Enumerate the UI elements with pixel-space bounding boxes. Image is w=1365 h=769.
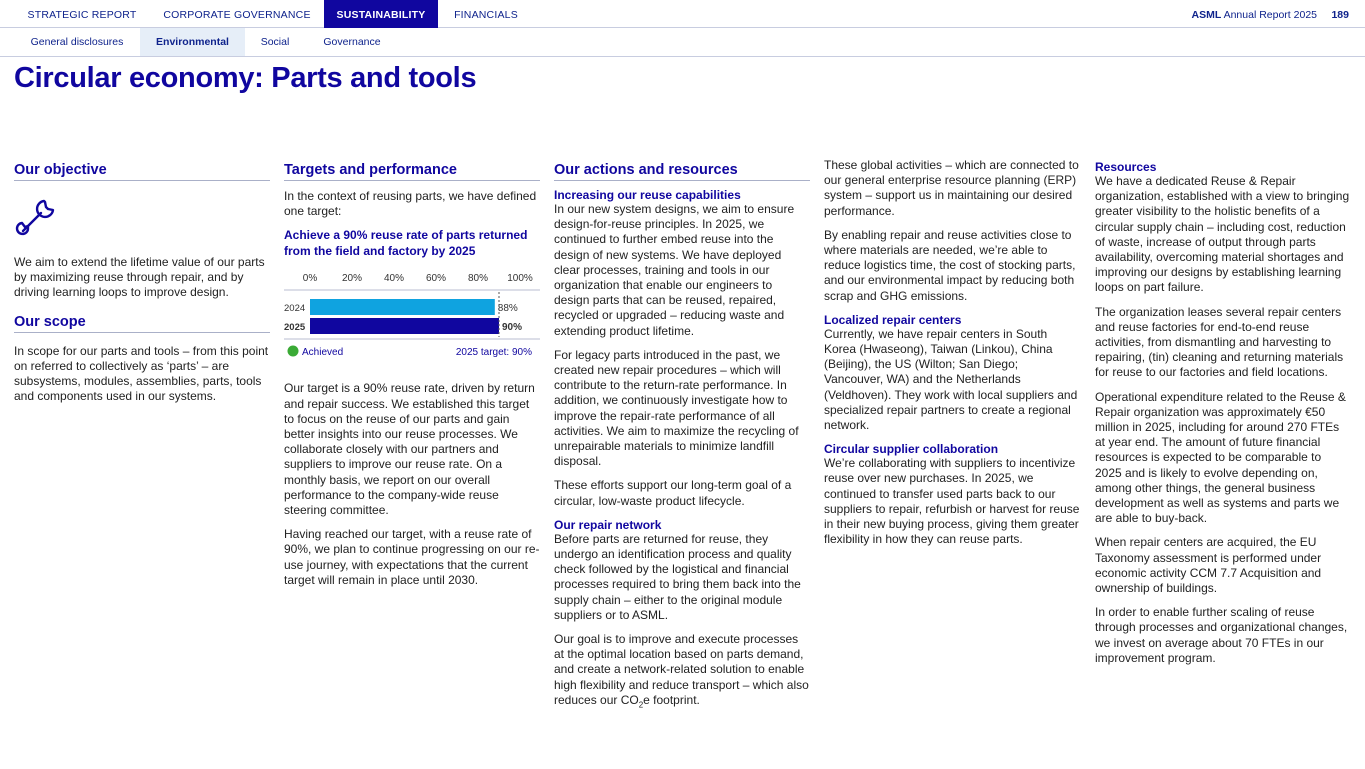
category-label: 2025 [284,322,306,334]
supplier-collaboration-heading: Circular supplier collaboration [824,442,999,457]
actions-paragraph-4: Before parts are returned for reuse, they undergo an identification process and quality check followed by the logistical and financial processes required to bring them back into the supply chain – either to the original module suppliers or to ASML. [554,531,801,622]
tab-sustainability[interactable]: SUSTAINABILITY [324,0,438,28]
achieved-label: Achieved [302,347,344,359]
column-repair-centers [824,158,1080,556]
objective-heading: Our objective [14,158,270,181]
network-paragraph-1: These global activities – which are connected to our general enterprise resource planning (ERP) system – support us in maintaining our desired performance. [824,158,1079,218]
report-title [1192,0,1318,31]
x-tick-label: 100% [507,273,533,285]
reuse-rate-chart-svg [284,269,540,367]
report-name: Annual Report 2025 [1223,9,1317,21]
reuse-rate-chart [284,269,540,367]
subtab-environmental[interactable]: Environmental [140,28,245,56]
column-actions [554,158,810,721]
page-number: 189 [1331,9,1349,21]
objective-text: We aim to extend the lifetime value of our parts by maximizing reuse through repair, and by driving learning loops to improve design. [14,255,265,300]
actions-paragraph-5 [554,632,810,712]
co2-subscript: 2 [638,700,644,710]
value-label: 90% [502,322,523,334]
repair-network-heading: Our repair network [554,517,662,532]
category-label: 2024 [284,303,306,315]
target-statement: Achieve a 90% reuse rate of parts returned from the field and factory by 2025 [284,228,528,258]
network-paragraph-3: Currently, we have repair centers in South Korea (Hwaseong), Taiwan (Linkou), China (Beijing), the US (Wilton; San Diego; Vancouver, WA) and the Netherlands (Veldhoven). They work with local suppliers and specialized repair partners to create a regional network. [824,326,1078,433]
subtab-social[interactable]: Social [260,36,290,48]
x-tick-label: 40% [383,273,405,285]
page-title: Circular economy: Parts and tools [14,62,477,94]
resources-paragraph-2: The organization leases several repair centers and reuse factories for end-to-end reuse activities, from dismantling and harvesting to repairing, (tin) cleaning and returning materials for reuse to our factories and field locations. [1095,304,1344,380]
column-resources [1095,158,1351,675]
value-label: 88% [497,303,518,315]
tab-financials[interactable]: FINANCIALS [454,9,518,21]
bar-2025 [310,318,499,334]
column-targets [284,158,540,597]
tab-strategic-report[interactable]: STRATEGIC REPORT [27,9,137,21]
x-tick-label: 80% [467,273,489,285]
reuse-capabilities-heading: Increasing our reuse capabilities [554,188,741,202]
resources-heading: Resources [1095,160,1157,174]
subtab-general-disclosures[interactable]: General disclosures [30,36,124,48]
localized-repair-heading: Localized repair centers [824,312,962,327]
actions-paragraph-3: These efforts support our long-term goal of a circular, low-waste product lifecycle. [554,478,792,508]
section-subnavigation [0,28,1365,57]
actions-paragraph-2: For legacy parts introduced in the past, we created new repair procedures – which will contribute to the return-rate performance. In addition, we continuously investigate how to improve the repair-rate performance of all activities. We aim to maximize the recycling of unrepairable materials to minimize landfill disposal. [554,347,799,469]
x-tick-label: 0% [302,273,318,285]
actions-heading: Our actions and resources [554,158,810,181]
x-tick-label: 60% [425,273,447,285]
report-brand: ASML [1191,9,1222,21]
targets-intro: In the context of reusing parts, we have defined one target: [284,189,537,219]
scope-heading: Our scope [14,310,270,333]
column-objective-scope [14,158,270,413]
subtab-governance[interactable]: Governance [323,36,381,48]
resources-paragraph-5: In order to enable further scaling of reuse through processes and organizational changes, we invest on average about 70 FTEs in our improvement program. [1095,605,1348,665]
achieved-indicator-icon [288,346,299,357]
co2-text-end: e footprint. [643,692,700,707]
wrench-icon [14,195,60,243]
tab-corporate-governance[interactable]: CORPORATE GOVERNANCE [163,9,311,21]
scope-text: In scope for our parts and tools – from this point on referred to collectively as ‘parts’ – are subsystems, modules, assemblies, parts, tools and components used in our systems. [14,343,269,404]
targets-heading: Targets and performance [284,158,540,181]
bar-2024 [310,299,495,315]
target-label: 2025 target: 90% [455,347,532,359]
co2-text-start: Our goal is to improve and execute processes at the optimal location based on parts demand, and create a network-related solution to enable high flexibility and reduce transport – which also reduces our CO [554,632,809,707]
targets-paragraph-1: Our target is a 90% reuse rate, driven by return and repair success. We established this target to focus on the reuse of our parts and gain better insights into our reuse processes. We collaborate closely with our partners and suppliers to improve our reuse rate. On a monthly basis, we report on our overall performance to the company-wide reuse steering committee. [284,381,535,518]
resources-paragraph-3: Operational expenditure related to the Reuse & Repair organization was approximately €50 million in 2025, including for around 270 FTEs at year end. The amount of future financial resources is expected to be comparable to 2025 and is likely to evolve depending on, among other things, the general business development as well as systems and parts we are able to buy-back. [1095,389,1346,526]
targets-paragraph-2: Having reached our target, with a reuse rate of 90%, we plan to continue progressing on our re-use journey, with expectations that the current target will remain in place until 2030. [284,527,540,587]
network-paragraph-2: By enabling repair and reuse activities close to where materials are needed, we’re able to reduce logistics time, the cost of stocking parts, and our environmental impact by reducing both scrap and GHG emissions. [824,227,1076,303]
resources-paragraph-1: We have a dedicated Reuse & Repair organization, established with a view to bringing greater visibility to the holistic benefits of a circular supply chain – including cost, reduction of waste, increase of output through parts availability, overcoming material shortages and improving our designs by establishing learning loops on part failure. [1095,174,1350,295]
resources-paragraph-4: When repair centers are acquired, the EU Taxonomy assessment is performed under economic activity CCM 7.7 Acquisition and ownership of buildings. [1095,535,1322,596]
x-tick-label: 20% [341,273,363,285]
actions-paragraph-1: In our new system designs, we aim to ensure design-for-reuse principles. In 2025, we continued to further embed reuse into the design of new systems. We have deployed clear processes, training and tools in our organization that enable our engineers to design parts that can be reused, repaired, recycled or upgraded – reducing waste and extending product lifetime. [554,202,795,338]
network-paragraph-4: We’re collaborating with suppliers to incentivize reuse over new purchases. In 2025, we continued to transfer used parts back to our suppliers to repair, refurbish or harvest for reuse in their new buying process, giving them greater flexibility in how they can reuse parts. [824,456,1080,547]
top-navigation [0,0,1365,28]
